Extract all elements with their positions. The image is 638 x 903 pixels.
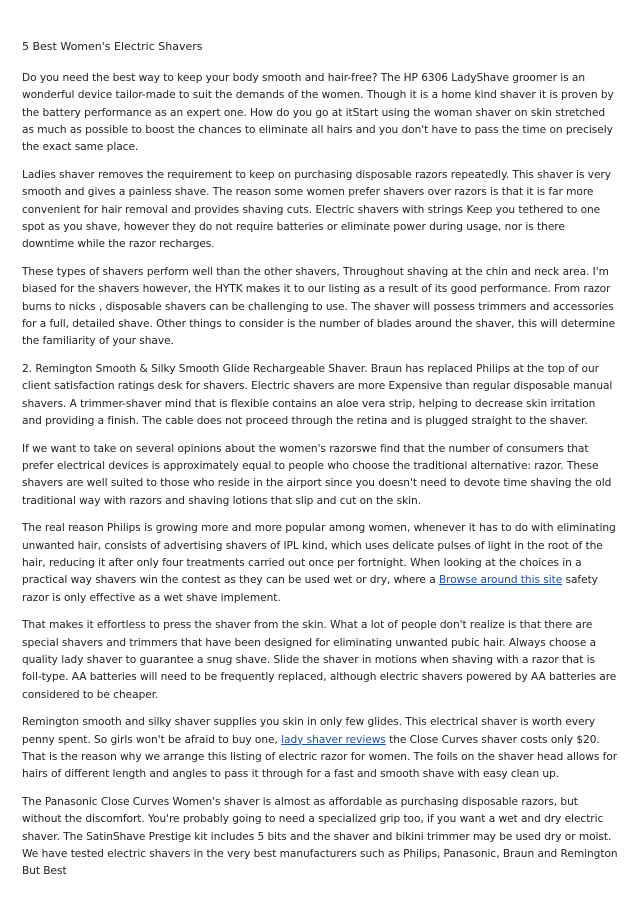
browse-site-link[interactable]: Browse around this site	[438, 574, 563, 587]
paragraph-6-text-after: safety razor is only effective as a wet shave implement.	[22, 574, 598, 604]
paragraph-9: The Panasonic Close Curves Women's shaver is almost as affordable as purchasing disposable razors, but without the discomfort. You're probably going to need a specialized grip too, if you want a wet and dry electric shaver. The SatinShave Prestige kit includes 5 bits and the shaver and bikini trimmer may be used dry or moist. We have tested electric shavers in the very best manufacturers such as Philips, Panasonic, Braun and Remington But Best	[22, 795, 618, 878]
paragraph-8-text-before: Remington smooth and silky shaver supplies you skin in only few glides. This electrical shaver is worth every penny spent. So girls won't be afraid to buy one,	[22, 716, 596, 746]
paragraph-8-text-after: the Close Curves shaver costs only $20. That is the reason why we arrange this listing of electric razor for women. The foils on the shaver head allows for hairs of different length and angles to pass it through for a fast and smooth shave with easy clean up.	[22, 733, 618, 781]
paragraph-6-text-before: The real reason Philips is growing more and more popular among women, whenever it has to do with eliminating unwanted hair, consists of advertising shavers of IPL kind, which uses delicate pulses of light in the root of the hair, reducing it after only four treatments carried out once per fortnight. When looking at the choices in a practical way shavers win the contest as they can be used wet or dry, where a	[22, 522, 616, 587]
lady-shaver-reviews-link[interactable]: lady shaver reviews	[281, 733, 386, 746]
paragraph-7: That makes it effortless to press the shaver from the skin. What a lot of people don't realize is that there are special shavers and trimmers that have been designed for eliminating unwanted pubic hair. Always choose a quality lady shaver to guarantee a snug shave. Slide the shaver in motions when shaving with a razor that is foil-type. AA batteries will need to be frequently replaced, although electric shavers powered by AA batteries are considered to be cheaper.	[22, 619, 617, 701]
paragraph-6	[22, 520, 618, 606]
paragraph-8	[22, 714, 618, 783]
paragraph-2: Ladies shaver removes the requirement to keep on purchasing disposable razors repeatedly. This shaver is very smooth and gives a painless shave. The reason some women prefer shavers over razors is that it is far more convenient for hair removal and provides shaving cuts. Electric shavers with strings Keep you tethered to one spot as you shave, however they do not require batteries or eliminate power during usage, nor is there downtime while the razor recharges.	[22, 168, 611, 251]
document-title: 5 Best Women's Electric Shavers	[22, 40, 203, 53]
paragraph-1: Do you need the best way to keep your body smooth and hair-free? The HP 6306 LadyShave groomer is an wonderful device tailor-made to suit the demands of the women. Though it is a home kind shaver it is proven by the battery performance as an expert one. How do you go at itStart using the woman shaver on skin stretched as much as possible to boost the chances to eliminate all hairs and you don't have to pass the time on precisely the exact same place.	[22, 72, 614, 154]
paragraph-4: 2. Remington Smooth & Silky Smooth Glide Rechargeable Shaver. Braun has replaced Philips at the top of our client satisfaction ratings desk for shavers. Electric shavers are more Expensive than regular disposable manual shavers. A trimmer-shaver mind that is flexible contains an aloe vera strip, helping to decrease skin irritation and providing a finish. The cable does not proceed through the retina and is plugged straight to the shaver.	[22, 362, 613, 427]
paragraph-5: If we want to take on several opinions about the women's razorswe find that the number of consumers that prefer electrical devices is approximately equal to people who choose the traditional alternative: razor. These shavers are well suited to those who reside in the airport since you doesn't need to devote time shaving the old traditional way with razors and shaving lotions that slip and cut on the skin.	[22, 442, 612, 507]
paragraph-3: These types of shavers perform well than the other shavers, Throughout shaving at the chin and neck area. I'm biased for the shavers however, the HYTK makes it to our listing as a result of its good performance. From razor burns to nicks , disposable shavers can be challenging to use. The shaver will possess trimmers and accessories for a full, detailed shave. Other things to consider is the number of blades around the shaver, this will determine the familiarity of your shave.	[22, 265, 616, 348]
